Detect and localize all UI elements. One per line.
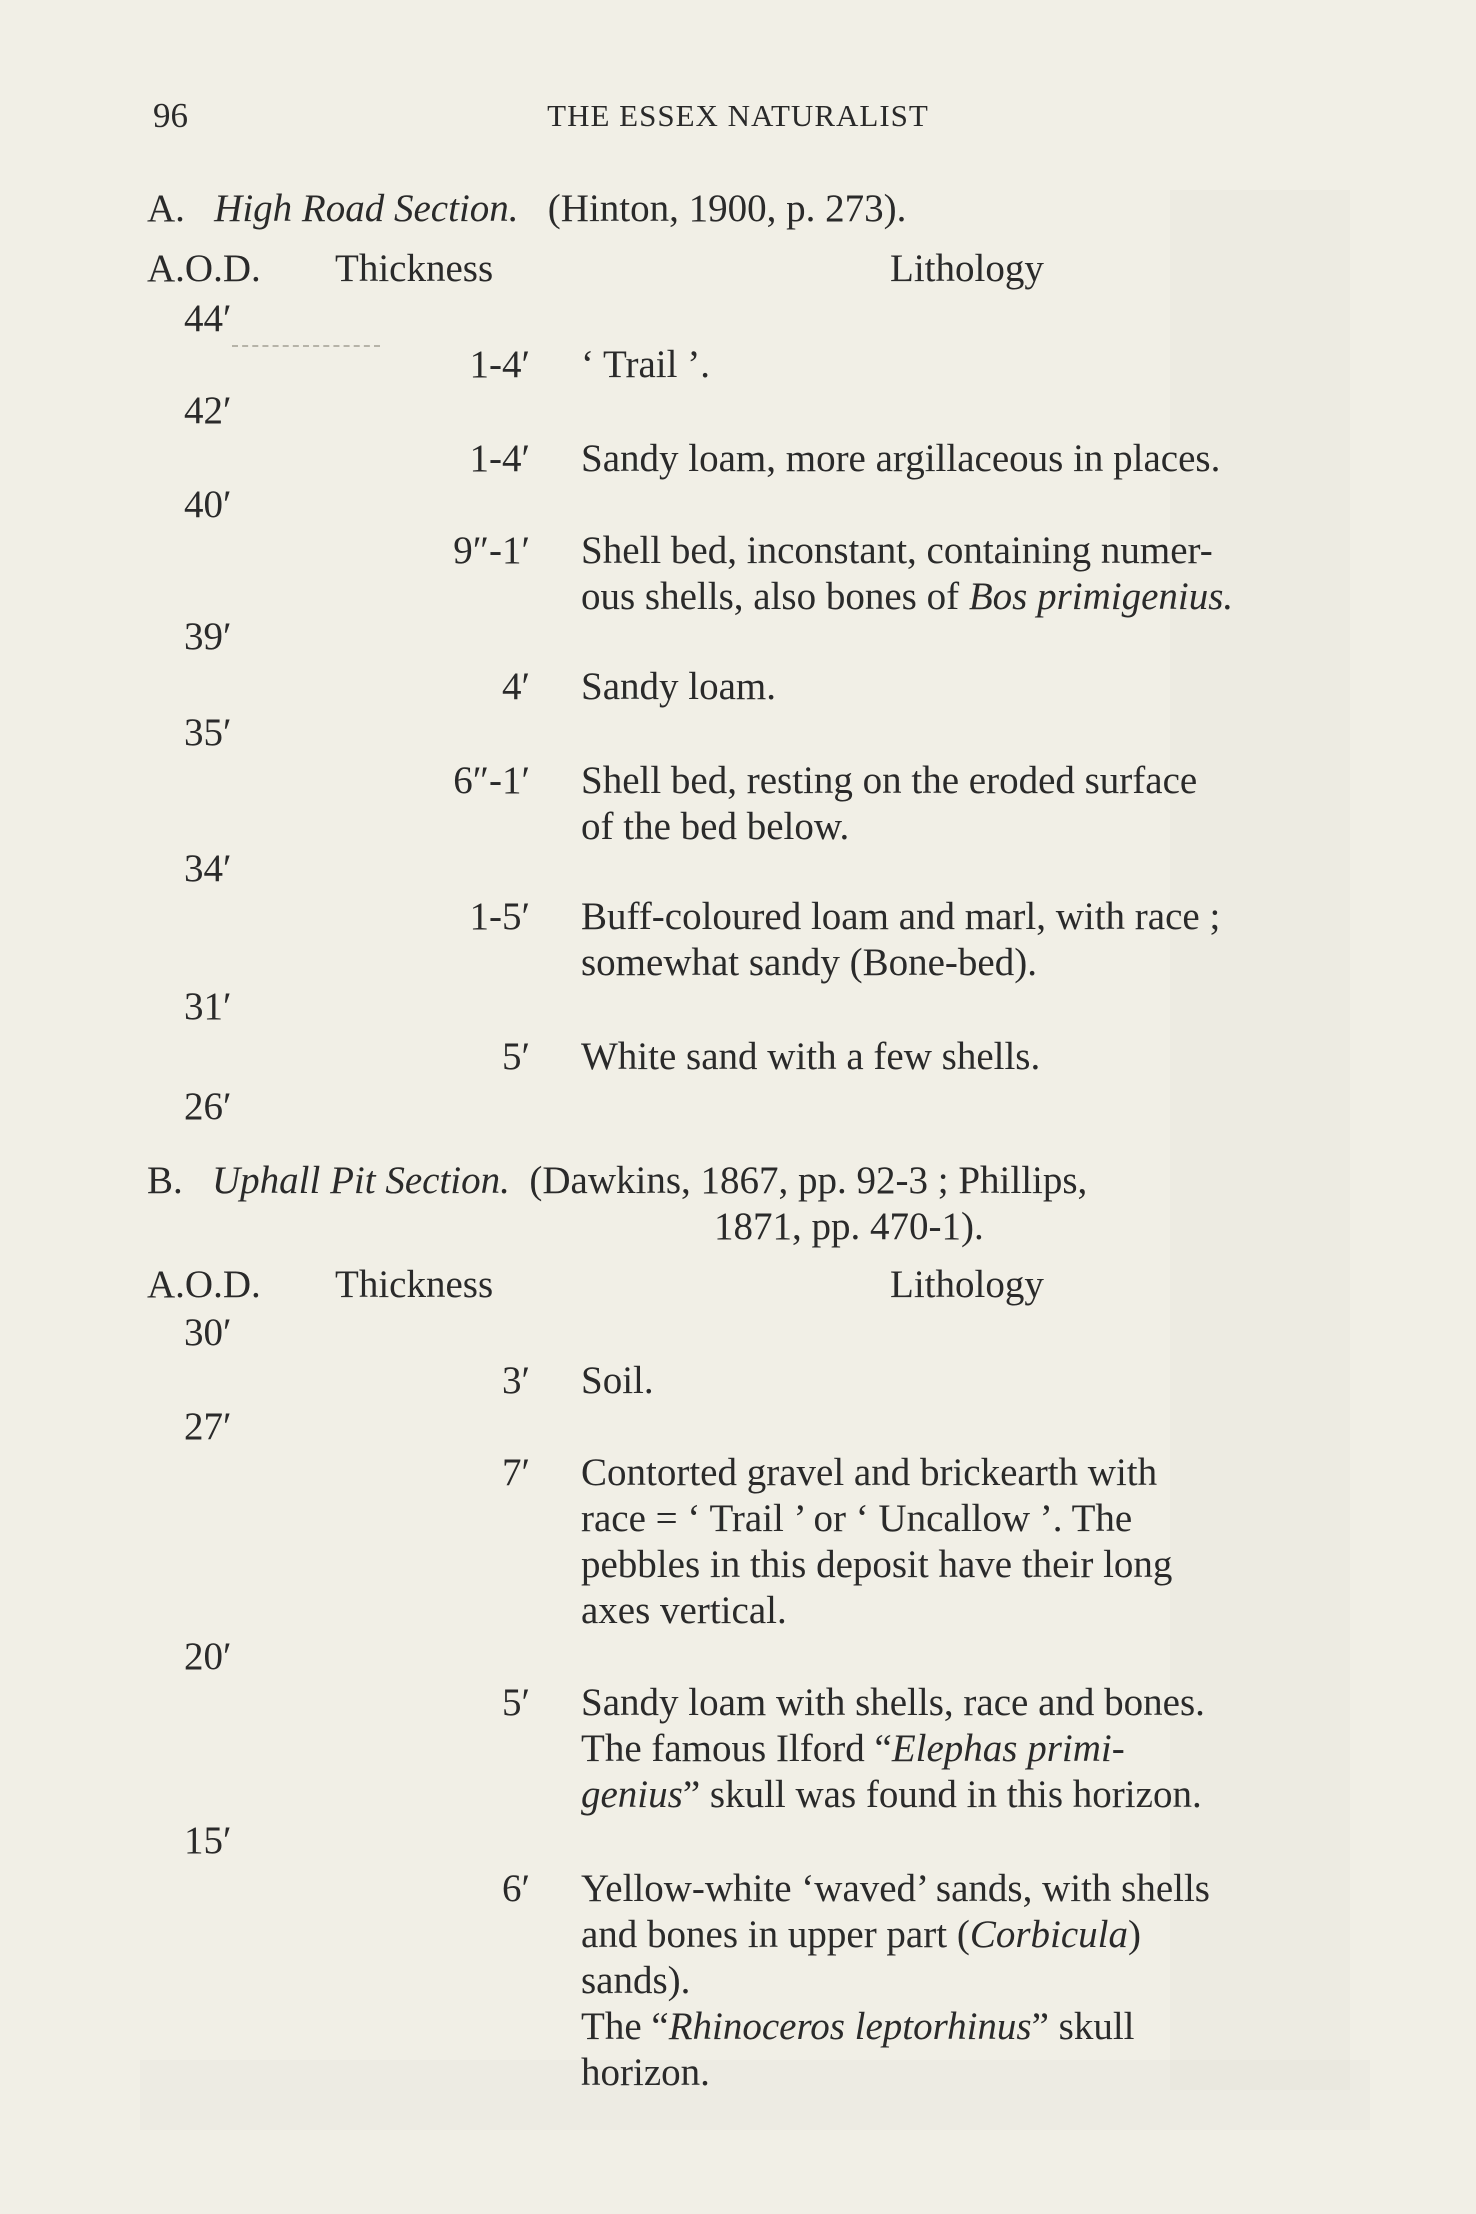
lithology-text: ous shells, also bones of xyxy=(581,575,969,618)
lithology-text: and bones in upper part ( xyxy=(581,1913,970,1956)
section-a-elevation: 35′ xyxy=(184,711,232,754)
section-b-col-thickness: Thickness xyxy=(335,1263,494,1306)
section-b-thickness: 5′ xyxy=(501,1681,530,1724)
section-a-lithology xyxy=(581,528,1353,620)
section-a-title: High Road Section. xyxy=(214,187,519,230)
section-a-elevation: 31′ xyxy=(184,985,232,1028)
species-name: genius xyxy=(581,1773,683,1816)
lithology-line: pebbles in this deposit have their long xyxy=(581,1543,1173,1586)
section-b-letter: B. xyxy=(147,1159,183,1202)
section-a-thickness: 4′ xyxy=(501,665,530,708)
lithology-line: sands). xyxy=(581,1959,691,2002)
lithology-line: axes vertical. xyxy=(581,1589,787,1632)
lithology-text: The famous Ilford “ xyxy=(581,1727,892,1770)
lithology-line xyxy=(581,2004,1353,2050)
lithology-line: somewhat sandy (Bone-bed). xyxy=(581,941,1037,984)
species-name: Bos primigenius. xyxy=(968,575,1234,618)
section-a-lithology xyxy=(581,758,1353,850)
section-a-lithology: White sand with a few shells. xyxy=(581,1035,1041,1078)
section-a-lithology xyxy=(581,894,1353,986)
lithology-line: Sandy loam with shells, race and bones. xyxy=(581,1681,1205,1724)
section-b-heading xyxy=(147,1158,1087,1204)
section-a-lithology: Sandy loam. xyxy=(581,665,776,708)
lithology-text: ” skull was found in this horizon. xyxy=(682,1773,1202,1816)
lithology-line: Buff-coloured loam and marl, with race ; xyxy=(581,895,1221,938)
section-a-lithology: Sandy loam, more argillaceous in places. xyxy=(581,437,1221,480)
lithology-line xyxy=(581,1772,1353,1818)
section-a-thickness: 1-4′ xyxy=(469,437,530,480)
section-a-col-lithology: Lithology xyxy=(890,247,1044,290)
section-a-elevation: 39′ xyxy=(184,615,232,658)
section-a-citation: (Hinton, 1900, p. 273). xyxy=(547,187,907,230)
section-a-thickness: 9″-1′ xyxy=(453,529,530,572)
section-a-thickness: 6″-1′ xyxy=(453,759,530,802)
section-a-letter: A. xyxy=(147,187,185,230)
section-b-lithology xyxy=(581,1866,1353,2096)
page-number: 96 xyxy=(153,96,188,135)
section-a-thickness: 1-4′ xyxy=(469,343,530,386)
lithology-line xyxy=(581,574,1353,620)
section-b-thickness: 7′ xyxy=(501,1451,530,1494)
section-a-elevation: 34′ xyxy=(184,847,232,890)
lithology-text: ” skull xyxy=(1031,2005,1135,2048)
section-b-lithology xyxy=(581,1680,1353,1818)
lithology-line: Shell bed, resting on the eroded surface xyxy=(581,759,1198,802)
section-b-lithology xyxy=(581,1450,1353,1634)
lithology-line xyxy=(581,1726,1353,1772)
section-b-col-aod: A.O.D. xyxy=(147,1263,261,1306)
lithology-line: Shell bed, inconstant, containing numer- xyxy=(581,529,1213,572)
section-b-elevation: 15′ xyxy=(184,1819,232,1862)
section-b-col-lithology: Lithology xyxy=(890,1263,1044,1306)
section-b-citation-cont: 1871, pp. 470-1). xyxy=(714,1205,984,1248)
section-a-thickness: 1-5′ xyxy=(469,895,530,938)
section-b-elevation: 30′ xyxy=(184,1311,232,1354)
lithology-line: and bones in upper part (Corbicula) xyxy=(581,1913,1141,1956)
lithology-text: The “ xyxy=(581,2005,669,2048)
lithology-line: race = ‘ Trail ’ or ‘ Uncallow ’. The xyxy=(581,1497,1133,1540)
section-a-heading xyxy=(147,186,906,232)
species-name: Elephas primi- xyxy=(891,1727,1125,1770)
elevation-tick-line xyxy=(232,345,380,347)
species-name: Rhinoceros leptorhinus xyxy=(668,2005,1032,2048)
section-b-elevation: 27′ xyxy=(184,1405,232,1448)
section-b-citation: (Dawkins, 1867, pp. 92-3 ; Phillips, xyxy=(529,1159,1088,1202)
section-b-title: Uphall Pit Section. xyxy=(212,1159,510,1202)
section-b-thickness: 6′ xyxy=(501,1867,530,1910)
running-title: THE ESSEX NATURALIST xyxy=(547,98,929,133)
section-a-elevation: 26′ xyxy=(184,1085,232,1128)
section-b-lithology: Soil. xyxy=(581,1359,654,1402)
section-a-elevation: 42′ xyxy=(184,389,232,432)
section-a-col-thickness: Thickness xyxy=(335,247,494,290)
lithology-line: horizon. xyxy=(581,2051,710,2094)
lithology-line: of the bed below. xyxy=(581,805,850,848)
section-a-elevation: 44′ xyxy=(184,297,232,340)
species-name: Corbicula xyxy=(969,1913,1128,1956)
section-b-thickness: 3′ xyxy=(501,1359,530,1402)
lithology-line: Yellow-white ‘waved’ sands, with shells xyxy=(581,1867,1210,1910)
section-a-lithology: ‘ Trail ’. xyxy=(581,343,710,386)
section-a-col-aod: A.O.D. xyxy=(147,247,261,290)
section-a-elevation: 40′ xyxy=(184,483,232,526)
section-b-elevation: 20′ xyxy=(184,1635,232,1678)
section-a-thickness: 5′ xyxy=(501,1035,530,1078)
lithology-line: Contorted gravel and brickearth with xyxy=(581,1451,1158,1494)
